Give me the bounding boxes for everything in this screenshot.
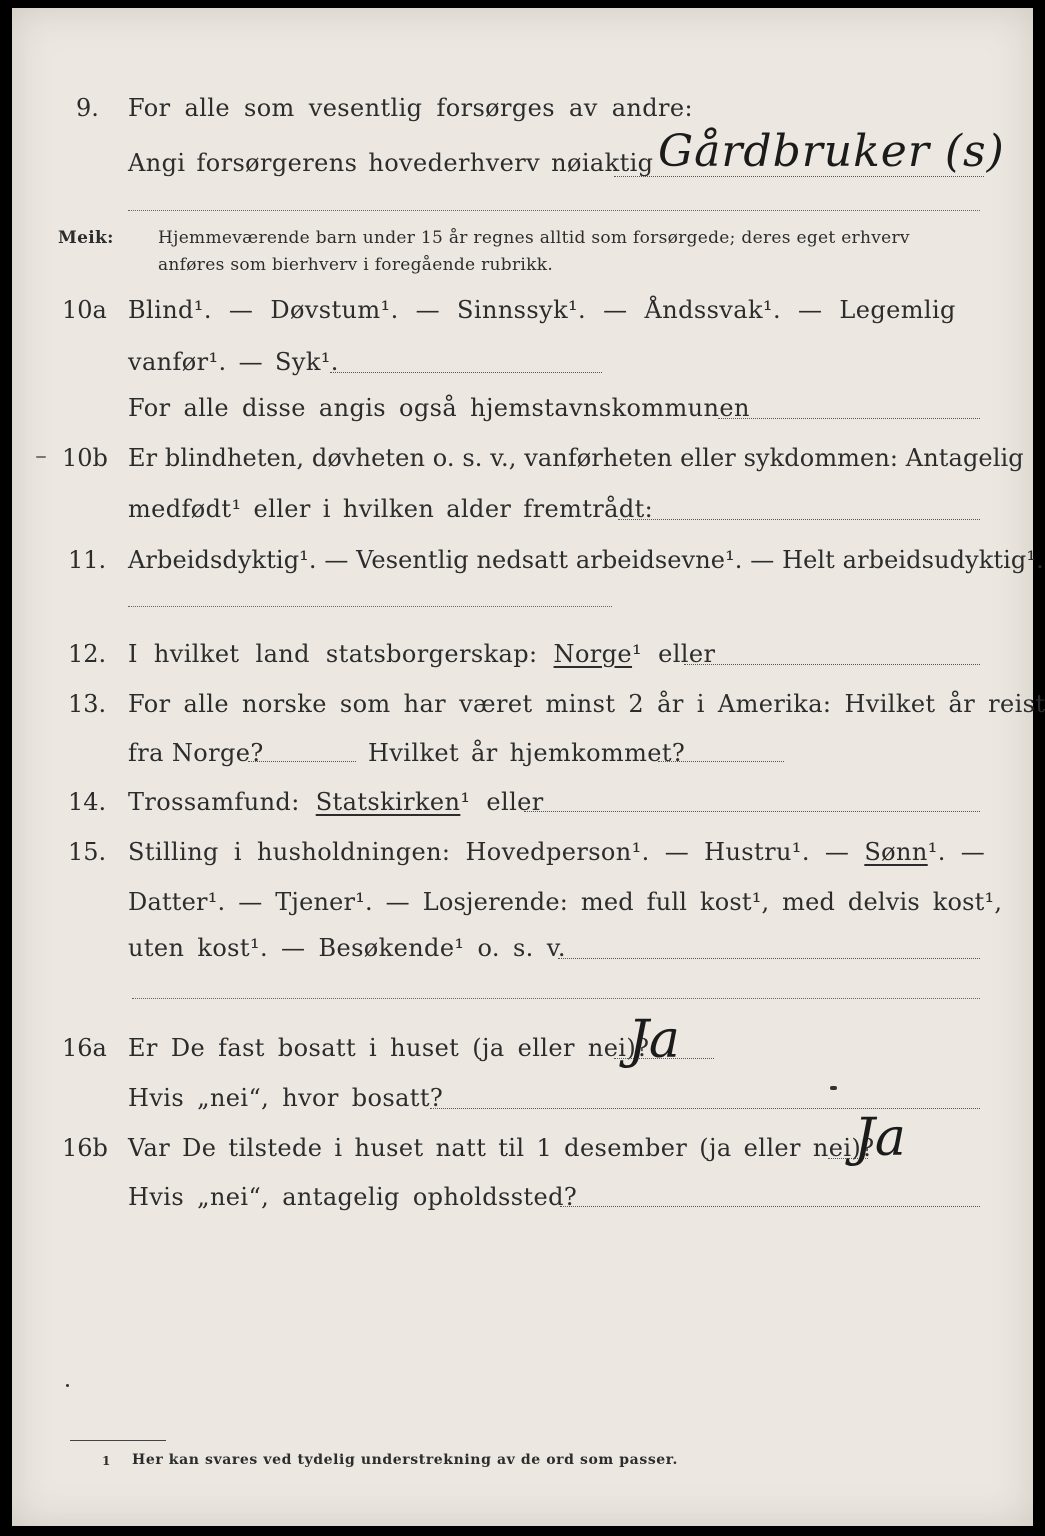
q14-religion-line <box>524 811 980 812</box>
footnote-text: Her kan svares ved tydelig understrekning av de ord som passer. <box>132 1452 678 1468</box>
q12-number: 12. <box>68 640 107 668</box>
q10a-line1: Blind¹. — Døvstum¹. — Sinnssyk¹. — Åndssvak¹. — Legemlig <box>128 296 956 324</box>
q13-return-line <box>658 761 784 762</box>
q16b-line1: Var De tilstede i huset natt til 1 desember (ja eller nei)? <box>128 1134 875 1162</box>
q9-number: 9. <box>76 94 99 122</box>
q16a-number: 16a <box>62 1034 107 1062</box>
q15-underlined-sonn: Sønn <box>864 838 928 866</box>
q15-line1-suffix: ¹. — <box>927 838 986 866</box>
q16a-line2: Hvis „nei“, hvor bosatt? <box>128 1084 444 1112</box>
q16b-handwritten-answer: Ja <box>854 1108 906 1168</box>
q11-separator <box>128 606 612 607</box>
q9-separator <box>128 210 980 211</box>
q10b-number: 10b <box>62 444 108 472</box>
q14-underlined-statskirken: Statskirken <box>315 788 461 816</box>
ink-speck <box>66 1384 69 1387</box>
q10a-sick-line <box>330 372 602 373</box>
q10b-line1: Er blindheten, døvheten o. s. v., vanførheten eller sykdommen: Antagelig <box>128 444 1024 472</box>
q15-line1-prefix: Stilling i husholdningen: Hovedperson¹. — Hustru¹. — <box>128 838 850 866</box>
margin-mark <box>36 456 46 458</box>
q10a-line3: For alle disse angis også hjemstavnskommunen <box>128 394 750 422</box>
q14-line <box>128 788 544 816</box>
q11-number: 11. <box>68 546 107 574</box>
q13-line2a: fra Norge? <box>128 739 264 767</box>
q13-number: 13. <box>68 690 107 718</box>
q14-number: 14. <box>68 788 107 816</box>
q16b-number: 16b <box>62 1134 108 1162</box>
q10b-age-line <box>618 519 980 520</box>
q15-other-line <box>558 958 980 959</box>
q12-country-line <box>684 664 980 665</box>
q16b-location-line <box>560 1206 980 1207</box>
q9-handwritten-answer: Gårdbruker (s) <box>658 126 1005 177</box>
q13-line1: For alle norske som har været minst 2 år i Amerika: Hvilket år reist <box>128 690 1045 718</box>
q12-underlined-norge: Norge <box>553 640 633 668</box>
q12-prefix: I hvilket land statsborgerskap: <box>128 640 538 668</box>
q15-separator <box>132 998 980 999</box>
q15-line3: uten kost¹. — Besøkende¹ o. s. v. <box>128 934 566 962</box>
q16a-handwritten-answer: Ja <box>628 1010 680 1070</box>
q10b-line2: medfødt¹ eller i hvilken alder fremtrådt: <box>128 495 654 523</box>
q12-suffix: ¹ eller <box>632 640 716 668</box>
q10a-municipality-line <box>718 418 980 419</box>
q14-suffix: ¹ eller <box>460 788 544 816</box>
q15-line1 <box>128 838 985 866</box>
meik-line1: Hjemmeværende barn under 15 år regnes alltid som forsørgede; deres eget erhverv <box>158 228 910 248</box>
q14-prefix: Trossamfund: <box>128 788 300 816</box>
ink-speck <box>830 1086 837 1090</box>
census-form-page <box>12 8 1045 1526</box>
q16a-line1: Er De fast bosatt i huset (ja eller nei)? <box>128 1034 650 1062</box>
meik-line2: anføres som bierhverv i foregående rubrikk. <box>158 255 554 275</box>
footnote-mark: 1 <box>102 1454 111 1468</box>
q12-line <box>128 640 715 668</box>
q11-line1: Arbeidsdyktig¹. — Vesentlig nedsatt arbeidsevne¹. — Helt arbeidsudyktig¹. <box>128 546 1044 574</box>
q9-line1: For alle som vesentlig forsørges av andre: <box>128 94 694 122</box>
q15-line2: Datter¹. — Tjener¹. — Losjerende: med full kost¹, med delvis kost¹, <box>128 888 1003 916</box>
footnote-rule <box>70 1440 166 1441</box>
q13-departure-line <box>248 761 356 762</box>
q16b-line2: Hvis „nei“, antagelig opholdssted? <box>128 1183 578 1211</box>
q10a-number: 10a <box>62 296 107 324</box>
q9-line2: Angi forsørgerens hovederhverv nøiaktig <box>128 149 654 177</box>
q15-number: 15. <box>68 838 107 866</box>
q13-line2b: Hvilket år hjemkommet? <box>368 739 686 767</box>
q10a-line2: vanfør¹. — Syk¹. <box>128 348 339 376</box>
meik-label: Meik: <box>58 228 114 248</box>
